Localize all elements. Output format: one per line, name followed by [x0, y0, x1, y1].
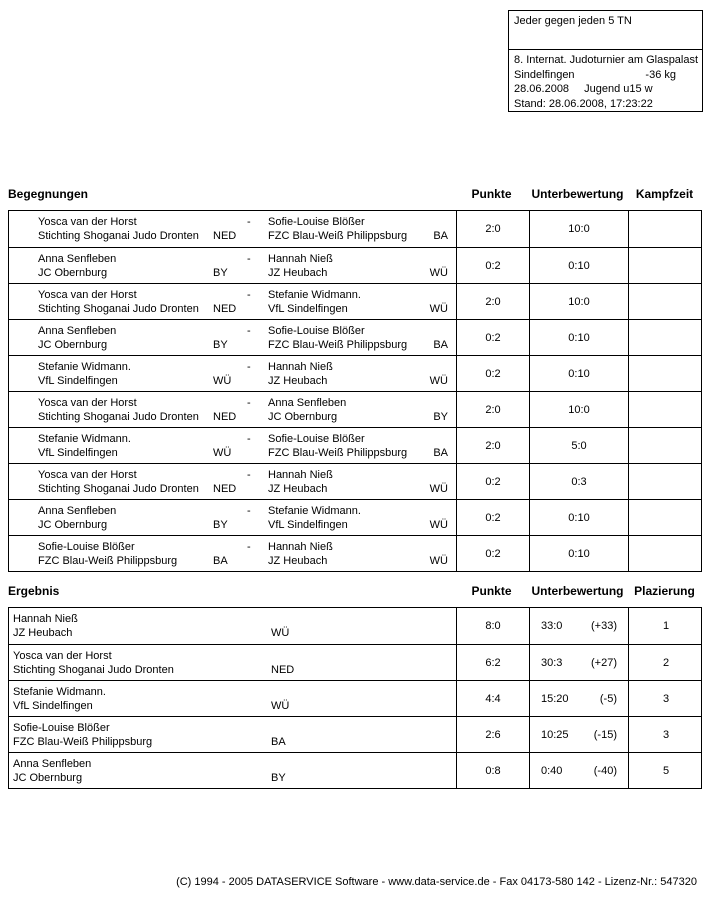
result-2-fighter — [9, 645, 456, 680]
match-row-6 — [9, 391, 701, 427]
match-7-punkte: 2:0 — [456, 428, 529, 463]
match-2-unterbewertung: 0:10 — [529, 248, 628, 283]
result-2-unterbewertung — [529, 645, 628, 680]
right-fighter-name: Hannah Nieß — [268, 469, 333, 481]
left-fighter-club: FZC Blau-Weiß Philippsburg — [38, 555, 178, 567]
match-1-unterbewertung: 10:0 — [529, 211, 628, 247]
copyright-footer: (C) 1994 - 2005 DATASERVICE Software - www.data-service.de - Fax 04173-580 142 - Lizenz-Nr.: 547320 — [176, 876, 697, 888]
left-fighter-name: Yosca van der Horst — [38, 469, 137, 481]
fighter-name: Sofie-Louise Blößer — [13, 722, 110, 734]
right-fighter-club: FZC Blau-Weiß Philippsburg — [268, 230, 408, 242]
left-fighter-club: VfL Sindelfingen — [38, 447, 118, 459]
unterbewertung-value: 10:25 — [541, 728, 569, 741]
unterbewertung-diff: (+27) — [591, 656, 617, 669]
unterbewertung-diff: (-5) — [599, 692, 617, 705]
result-3-punkte: 4:4 — [456, 681, 529, 716]
result-row-2 — [9, 644, 701, 680]
fighter-name: Stefanie Widmann. — [13, 686, 106, 698]
match-4-kampfzeit — [628, 320, 703, 355]
fighter-club: VfL Sindelfingen — [13, 700, 93, 712]
match-row-8 — [9, 463, 701, 499]
unterbewertung-value: 0:40 — [541, 764, 563, 777]
col-unterbewertung-label: Unterbewertung — [531, 584, 624, 598]
fighter-name: Anna Senfleben — [13, 758, 92, 770]
right-fighter-name: Hannah Nieß — [268, 253, 333, 265]
right-fighter-name: Sofie-Louise Blößer — [268, 325, 365, 337]
right-fighter-region: WÜ — [429, 375, 448, 387]
match-1-fighters — [9, 211, 456, 247]
result-5-unterbewertung — [529, 753, 628, 788]
versus-dash: - — [247, 216, 251, 228]
right-fighter-name: Hannah Nieß — [268, 361, 333, 373]
match-4-punkte: 0:2 — [456, 320, 529, 355]
versus-dash: - — [247, 541, 251, 553]
unterbewertung-diff: (+33) — [591, 620, 617, 632]
result-row-5 — [9, 752, 701, 788]
right-fighter-club: VfL Sindelfingen — [268, 303, 348, 315]
versus-dash: - — [247, 505, 251, 517]
right-fighter-club: VfL Sindelfingen — [268, 519, 348, 531]
match-row-5 — [9, 355, 701, 391]
right-fighter-region: BY — [433, 411, 448, 423]
right-fighter-club: JZ Heubach — [268, 483, 328, 495]
match-3-fighters — [9, 284, 456, 319]
left-fighter-club: VfL Sindelfingen — [38, 375, 118, 387]
right-fighter-region: BA — [433, 230, 448, 242]
right-fighter-region: BA — [433, 447, 448, 459]
right-fighter-club: JC Obernburg — [268, 411, 338, 423]
match-8-unterbewertung: 0:3 — [529, 464, 628, 499]
match-2-punkte: 0:2 — [456, 248, 529, 283]
left-fighter-club: Stichting Shoganai Judo Dronten — [38, 303, 199, 315]
match-9-fighters — [9, 500, 456, 535]
right-fighter-region: WÜ — [429, 267, 448, 279]
match-10-fighters — [9, 536, 456, 571]
result-3-fighter — [9, 681, 456, 716]
match-row-10 — [9, 535, 701, 571]
match-9-punkte: 0:2 — [456, 500, 529, 535]
left-fighter-name: Yosca van der Horst — [38, 289, 137, 301]
fighter-region: NED — [271, 664, 295, 676]
versus-dash: - — [247, 469, 251, 481]
match-row-1 — [9, 211, 701, 247]
match-6-fighters — [9, 392, 456, 427]
match-6-punkte: 2:0 — [456, 392, 529, 427]
left-fighter-club: Stichting Shoganai Judo Dronten — [38, 230, 199, 242]
result-3-unterbewertung — [529, 681, 628, 716]
unterbewertung-value: 30:3 — [541, 656, 563, 669]
left-fighter-club: JC Obernburg — [38, 339, 108, 351]
right-fighter-name: Stefanie Widmann. — [268, 505, 361, 517]
match-3-kampfzeit — [628, 284, 703, 319]
right-fighter-club: JZ Heubach — [268, 555, 328, 567]
stand-timestamp: Stand: 28.06.2008, 17:23:22 — [514, 97, 653, 110]
right-fighter-club: FZC Blau-Weiß Philippsburg — [268, 339, 408, 351]
fighter-region: BA — [271, 736, 286, 748]
right-fighter-region: WÜ — [429, 483, 448, 495]
match-8-kampfzeit — [628, 464, 703, 499]
fighter-region: WÜ — [271, 627, 290, 639]
match-4-unterbewertung: 0:10 — [529, 320, 628, 355]
match-5-fighters — [9, 356, 456, 391]
right-fighter-name: Stefanie Widmann. — [268, 289, 361, 301]
fighter-region: WÜ — [271, 700, 290, 712]
unterbewertung-diff: (-40) — [593, 764, 617, 777]
match-1-kampfzeit — [628, 211, 703, 247]
left-fighter-region: BY — [213, 339, 228, 351]
left-fighter-region: NED — [213, 411, 237, 423]
result-4-plazierung: 3 — [628, 717, 703, 752]
versus-dash: - — [247, 325, 251, 337]
match-7-unterbewertung: 5:0 — [529, 428, 628, 463]
tournament-info-box — [508, 10, 703, 112]
tournament-date-line — [514, 82, 702, 97]
result-2-plazierung: 2 — [628, 645, 703, 680]
tournament-details — [509, 50, 702, 111]
match-row-3 — [9, 283, 701, 319]
result-1-unterbewertung — [529, 608, 628, 644]
match-5-kampfzeit — [628, 356, 703, 391]
match-10-punkte: 0:2 — [456, 536, 529, 571]
versus-dash: - — [247, 397, 251, 409]
match-4-fighters — [9, 320, 456, 355]
left-fighter-region: NED — [213, 483, 237, 495]
match-2-kampfzeit — [628, 248, 703, 283]
weight-class: -36 kg — [645, 68, 676, 81]
match-9-kampfzeit — [628, 500, 703, 535]
match-6-unterbewertung: 10:0 — [529, 392, 628, 427]
unterbewertung-value: 15:20 — [541, 692, 569, 705]
result-row-1 — [9, 608, 701, 644]
age-group: Jugend u15 w — [584, 83, 653, 95]
match-3-unterbewertung: 10:0 — [529, 284, 628, 319]
col-punkte-label: Punkte — [471, 187, 512, 201]
left-fighter-name: Yosca van der Horst — [38, 397, 137, 409]
result-row-3 — [9, 680, 701, 716]
match-8-punkte: 0:2 — [456, 464, 529, 499]
begegnungen-title: Begegnungen — [8, 187, 88, 201]
fighter-club: FZC Blau-Weiß Philippsburg — [13, 736, 153, 748]
left-fighter-name: Sofie-Louise Blößer — [38, 541, 135, 553]
fighter-region: BY — [271, 772, 286, 784]
ergebnis-title: Ergebnis — [8, 584, 60, 598]
match-row-9 — [9, 499, 701, 535]
left-fighter-club: Stichting Shoganai Judo Dronten — [38, 411, 199, 423]
match-3-punkte: 2:0 — [456, 284, 529, 319]
ergebnis-table — [8, 607, 702, 789]
col-kampfzeit-label: Kampfzeit — [635, 187, 694, 201]
tournament-name: 8. Internat. Judoturnier am Glaspalast — [514, 54, 699, 66]
match-row-2 — [9, 247, 701, 283]
right-fighter-name: Sofie-Louise Blößer — [268, 216, 365, 228]
fighter-club: Stichting Shoganai Judo Dronten — [13, 664, 174, 676]
left-fighter-club: JC Obernburg — [38, 519, 108, 531]
tournament-location: Sindelfingen — [514, 68, 575, 81]
right-fighter-club: JZ Heubach — [268, 375, 328, 387]
match-5-punkte: 0:2 — [456, 356, 529, 391]
right-fighter-club: FZC Blau-Weiß Philippsburg — [268, 447, 408, 459]
left-fighter-region: BA — [213, 555, 228, 567]
result-4-unterbewertung — [529, 717, 628, 752]
right-fighter-name: Hannah Nieß — [268, 541, 333, 553]
match-7-kampfzeit — [628, 428, 703, 463]
versus-dash: - — [247, 289, 251, 301]
result-4-punkte: 2:6 — [456, 717, 529, 752]
match-1-punkte: 2:0 — [456, 211, 529, 247]
left-fighter-name: Anna Senfleben — [38, 325, 117, 337]
left-fighter-region: WÜ — [213, 375, 232, 387]
result-1-plazierung: 1 — [628, 608, 703, 644]
tournament-date: 28.06.2008 — [514, 83, 570, 95]
ergebnis-header-row — [8, 584, 702, 600]
right-fighter-name: Anna Senfleben — [268, 397, 347, 409]
result-3-plazierung: 3 — [628, 681, 703, 716]
right-fighter-name: Sofie-Louise Blößer — [268, 433, 365, 445]
tournament-mode: Jeder gegen jeden 5 TN — [509, 11, 702, 50]
left-fighter-name: Anna Senfleben — [38, 505, 117, 517]
result-1-fighter — [9, 608, 456, 644]
left-fighter-name: Stefanie Widmann. — [38, 361, 131, 373]
match-row-4 — [9, 319, 701, 355]
right-fighter-club: JZ Heubach — [268, 267, 328, 279]
right-fighter-region: WÜ — [429, 303, 448, 315]
col-unterbewertung-label: Unterbewertung — [531, 187, 624, 201]
result-5-fighter — [9, 753, 456, 788]
match-2-fighters — [9, 248, 456, 283]
left-fighter-name: Stefanie Widmann. — [38, 433, 131, 445]
unterbewertung-value: 33:0 — [541, 620, 563, 632]
versus-dash: - — [247, 361, 251, 373]
fighter-club: JZ Heubach — [13, 627, 73, 639]
versus-dash: - — [247, 433, 251, 445]
left-fighter-club: JC Obernburg — [38, 267, 108, 279]
match-8-fighters — [9, 464, 456, 499]
tournament-location-line — [514, 68, 702, 83]
match-7-fighters — [9, 428, 456, 463]
left-fighter-name: Yosca van der Horst — [38, 216, 137, 228]
result-4-fighter — [9, 717, 456, 752]
result-row-4 — [9, 716, 701, 752]
match-10-unterbewertung: 0:10 — [529, 536, 628, 571]
left-fighter-region: NED — [213, 230, 237, 242]
left-fighter-region: WÜ — [213, 447, 232, 459]
result-5-plazierung: 5 — [628, 753, 703, 788]
versus-dash: - — [247, 253, 251, 265]
col-punkte-label: Punkte — [471, 584, 512, 598]
col-plazierung-label: Plazierung — [634, 584, 695, 598]
match-9-unterbewertung: 0:10 — [529, 500, 628, 535]
left-fighter-name: Anna Senfleben — [38, 253, 117, 265]
right-fighter-region: BA — [433, 339, 448, 351]
result-5-punkte: 0:8 — [456, 753, 529, 788]
begegnungen-table — [8, 210, 702, 572]
fighter-club: JC Obernburg — [13, 772, 83, 784]
left-fighter-region: NED — [213, 303, 237, 315]
left-fighter-club: Stichting Shoganai Judo Dronten — [38, 483, 199, 495]
result-2-punkte: 6:2 — [456, 645, 529, 680]
result-1-punkte: 8:0 — [456, 608, 529, 644]
fighter-name: Yosca van der Horst — [13, 650, 112, 662]
match-row-7 — [9, 427, 701, 463]
match-5-unterbewertung: 0:10 — [529, 356, 628, 391]
right-fighter-region: WÜ — [429, 555, 448, 567]
unterbewertung-diff: (-15) — [593, 728, 617, 741]
left-fighter-region: BY — [213, 519, 228, 531]
right-fighter-region: WÜ — [429, 519, 448, 531]
match-6-kampfzeit — [628, 392, 703, 427]
fighter-name: Hannah Nieß — [13, 613, 78, 625]
match-10-kampfzeit — [628, 536, 703, 571]
begegnungen-header-row — [8, 187, 702, 203]
left-fighter-region: BY — [213, 267, 228, 279]
